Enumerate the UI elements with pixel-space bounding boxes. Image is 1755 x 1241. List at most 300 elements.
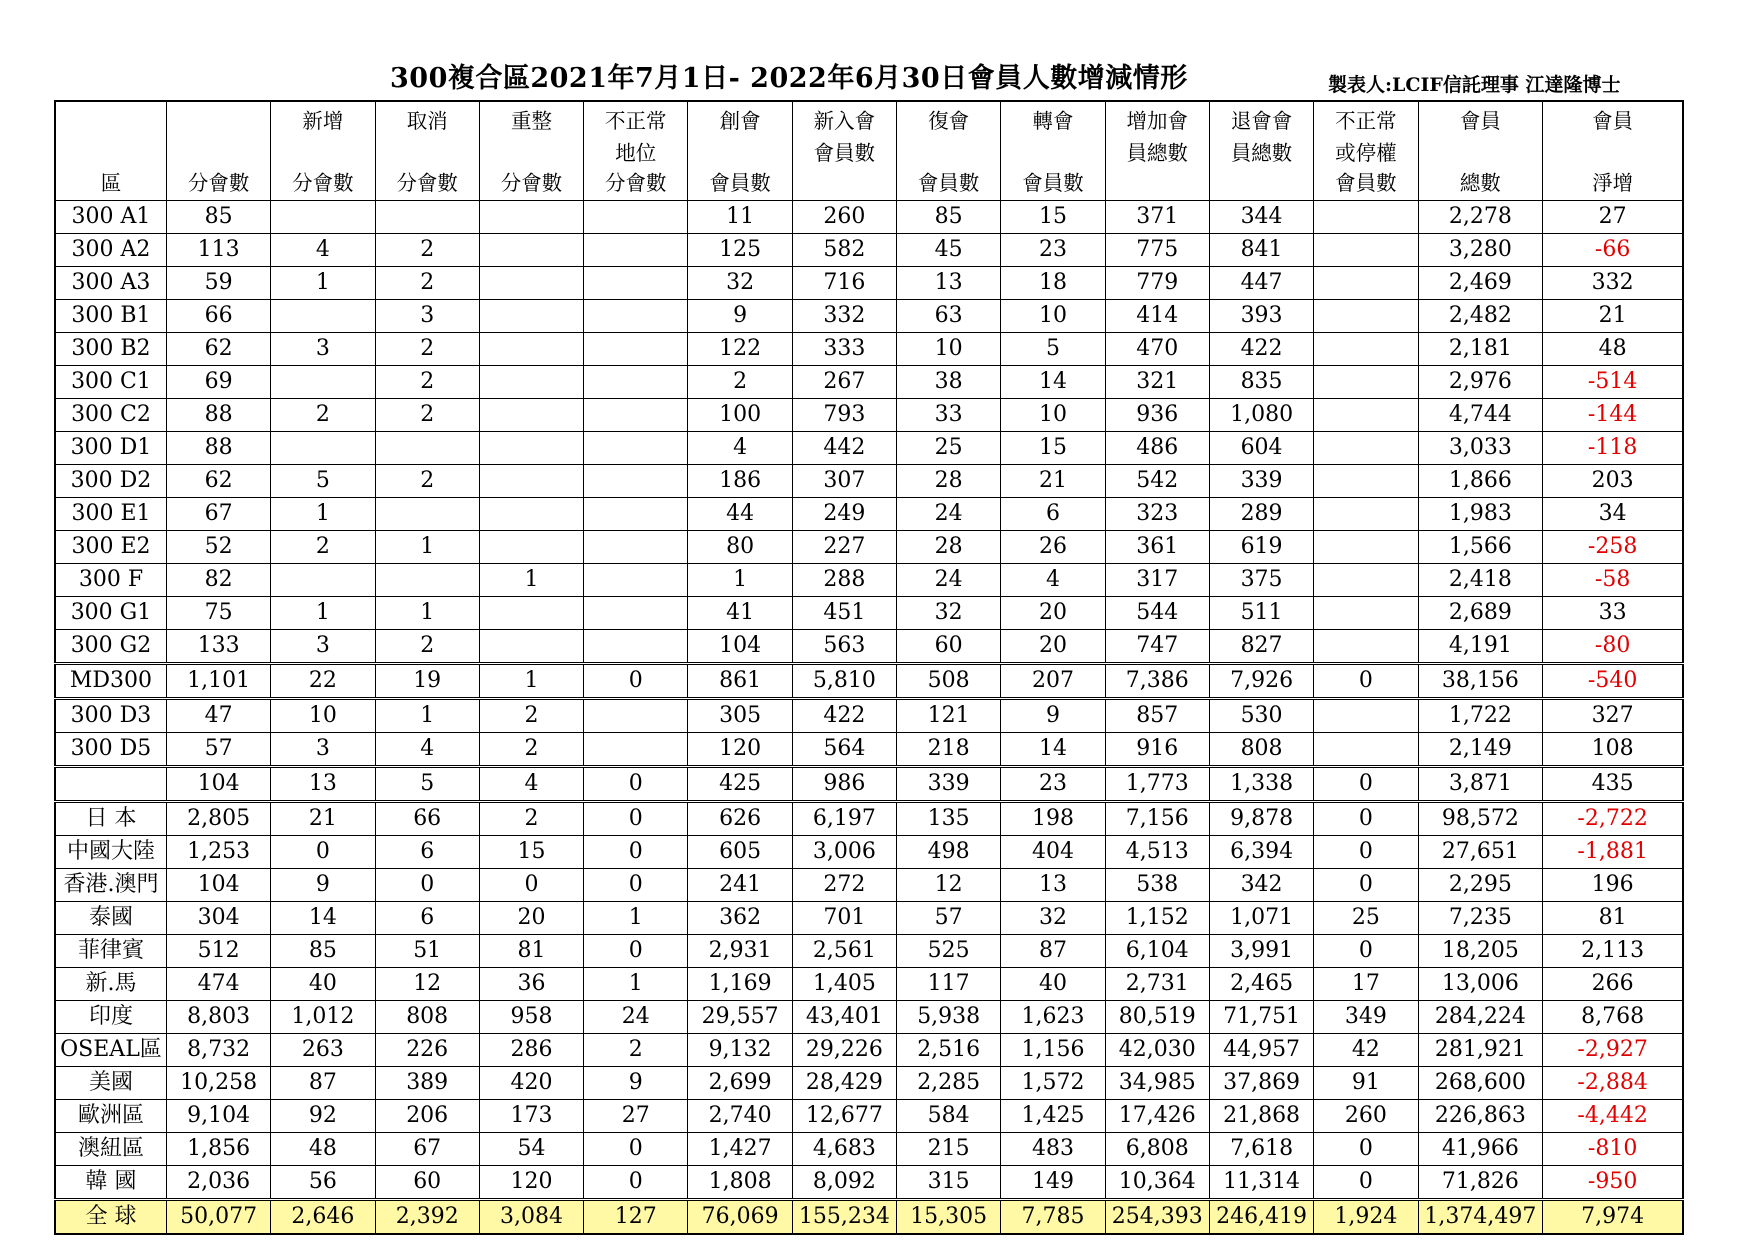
table-cell: 108 xyxy=(1543,733,1683,767)
table-cell: 120 xyxy=(688,733,792,767)
table-cell: 1 xyxy=(375,597,479,630)
column-header xyxy=(1314,101,1418,201)
region-cell: 300 C2 xyxy=(55,399,166,432)
table-cell: 207 xyxy=(1001,664,1105,699)
table-cell: 28 xyxy=(897,531,1001,564)
column-header-top: 新增 xyxy=(302,109,344,133)
table-cell: 404 xyxy=(1001,836,1105,869)
column-header-bottom: 分會數 xyxy=(187,171,250,195)
table-cell: 37,869 xyxy=(1209,1067,1313,1100)
table-cell: -514 xyxy=(1543,366,1683,399)
table-cell: 0 xyxy=(584,935,688,968)
table-cell: 2,740 xyxy=(688,1100,792,1133)
table-cell: 371 xyxy=(1105,201,1209,234)
table-cell: 44 xyxy=(688,498,792,531)
region-cell: 300 A2 xyxy=(55,234,166,267)
table-cell: 10,258 xyxy=(166,1067,270,1100)
table-cell: 66 xyxy=(375,802,479,836)
table-cell: 808 xyxy=(1209,733,1313,767)
table-cell: 15 xyxy=(1001,201,1105,234)
table-cell: 2,113 xyxy=(1543,935,1683,968)
table-cell: 4 xyxy=(271,234,375,267)
table-cell: 203 xyxy=(1543,465,1683,498)
table-row xyxy=(55,1100,1683,1133)
table-cell: 701 xyxy=(792,902,896,935)
column-header-top: 不正常 地位 xyxy=(605,109,667,165)
table-cell: 2,805 xyxy=(166,802,270,836)
table-cell xyxy=(1314,234,1418,267)
table-cell xyxy=(584,733,688,767)
table-cell: 9 xyxy=(1001,699,1105,733)
table-cell: 75 xyxy=(166,597,270,630)
table-cell xyxy=(584,234,688,267)
table-cell: 254,393 xyxy=(1105,1200,1209,1235)
column-header-top: 復會 xyxy=(928,109,970,133)
table-cell: 7,974 xyxy=(1543,1200,1683,1235)
table-cell: 0 xyxy=(1314,1133,1418,1166)
region-cell: 300 C1 xyxy=(55,366,166,399)
table-cell: 315 xyxy=(897,1166,1001,1200)
region-cell: 泰國 xyxy=(55,902,166,935)
table-cell xyxy=(271,300,375,333)
table-row xyxy=(55,465,1683,498)
table-cell: 0 xyxy=(1314,836,1418,869)
table-cell: 80 xyxy=(688,531,792,564)
table-cell: 827 xyxy=(1209,630,1313,664)
table-cell: 486 xyxy=(1105,432,1209,465)
table-cell: 71,826 xyxy=(1418,1166,1543,1200)
table-cell xyxy=(479,432,583,465)
table-cell: 1,253 xyxy=(166,836,270,869)
table-cell: 1 xyxy=(479,664,583,699)
table-cell: 33 xyxy=(1543,597,1683,630)
table-cell: 6 xyxy=(1001,498,1105,531)
table-cell: 9 xyxy=(584,1067,688,1100)
table-cell: 29,226 xyxy=(792,1034,896,1067)
table-cell: 2 xyxy=(271,531,375,564)
table-cell: 267 xyxy=(792,366,896,399)
table-cell: 2 xyxy=(375,630,479,664)
table-cell: 48 xyxy=(1543,333,1683,366)
table-cell: 87 xyxy=(1001,935,1105,968)
table-cell: 4 xyxy=(1001,564,1105,597)
region-cell: 日 本 xyxy=(55,802,166,836)
table-cell: 323 xyxy=(1105,498,1209,531)
table-cell: 23 xyxy=(1001,234,1105,267)
table-cell: 4,683 xyxy=(792,1133,896,1166)
table-row xyxy=(55,968,1683,1001)
column-header-bottom: 會員數 xyxy=(917,171,980,195)
table-cell: 1,983 xyxy=(1418,498,1543,531)
table-cell xyxy=(584,531,688,564)
table-cell xyxy=(271,201,375,234)
table-cell: 80,519 xyxy=(1105,1001,1209,1034)
table-cell: 564 xyxy=(792,733,896,767)
table-cell: -66 xyxy=(1543,234,1683,267)
column-header-top: 新入會 會員數 xyxy=(813,109,876,165)
table-cell: 3 xyxy=(271,733,375,767)
table-cell: 447 xyxy=(1209,267,1313,300)
table-cell: 305 xyxy=(688,699,792,733)
table-cell: 5,938 xyxy=(897,1001,1001,1034)
table-cell: 1,101 xyxy=(166,664,270,699)
table-cell: 2,036 xyxy=(166,1166,270,1200)
table-cell: 69 xyxy=(166,366,270,399)
table-cell: 32 xyxy=(897,597,1001,630)
region-cell: 香港.澳門 xyxy=(55,869,166,902)
table-cell: 18,205 xyxy=(1418,935,1543,968)
table-cell xyxy=(584,564,688,597)
page-title: 300複合區2021年7月1日- 2022年6月30日會員人數增減情形 xyxy=(390,63,1188,94)
table-cell: 0 xyxy=(584,1133,688,1166)
table-cell: -950 xyxy=(1543,1166,1683,1200)
table-cell xyxy=(584,366,688,399)
table-cell: 1,169 xyxy=(688,968,792,1001)
table-cell xyxy=(1314,699,1418,733)
region-cell: MD300 xyxy=(55,664,166,699)
table-cell: 1 xyxy=(375,531,479,564)
table-cell: 2 xyxy=(375,267,479,300)
region-cell xyxy=(55,767,166,802)
region-cell: 300 A3 xyxy=(55,267,166,300)
table-cell: 435 xyxy=(1543,767,1683,802)
table-cell: 24 xyxy=(897,564,1001,597)
table-cell: 10 xyxy=(1001,300,1105,333)
column-header-bottom: 總數 xyxy=(1459,171,1501,195)
table-cell: 1,856 xyxy=(166,1133,270,1166)
table-cell: 747 xyxy=(1105,630,1209,664)
table-row xyxy=(55,300,1683,333)
table-cell: 12 xyxy=(375,968,479,1001)
table-cell xyxy=(584,300,688,333)
table-cell xyxy=(1314,531,1418,564)
table-cell: 0 xyxy=(271,836,375,869)
table-cell xyxy=(271,564,375,597)
table-cell xyxy=(1314,597,1418,630)
table-cell: 793 xyxy=(792,399,896,432)
table-cell: 20 xyxy=(1001,630,1105,664)
table-cell: 2 xyxy=(479,802,583,836)
table-cell: 34 xyxy=(1543,498,1683,531)
column-header-bottom: 會員數 xyxy=(709,171,771,195)
region-cell: 歐洲區 xyxy=(55,1100,166,1133)
table-cell: 2,482 xyxy=(1418,300,1543,333)
table-cell: 332 xyxy=(1543,267,1683,300)
table-cell: 13 xyxy=(1001,869,1105,902)
table-cell: 2,278 xyxy=(1418,201,1543,234)
table-cell: 2,516 xyxy=(897,1034,1001,1067)
table-cell: 12,677 xyxy=(792,1100,896,1133)
table-cell: 85 xyxy=(271,935,375,968)
table-cell: 52 xyxy=(166,531,270,564)
table-cell: 8,768 xyxy=(1543,1001,1683,1034)
table-cell: 289 xyxy=(1209,498,1313,531)
table-cell: 50,077 xyxy=(166,1200,270,1235)
table-cell: 0 xyxy=(584,869,688,902)
region-cell: 菲律賓 xyxy=(55,935,166,968)
table-cell: 3,006 xyxy=(792,836,896,869)
table-cell: 779 xyxy=(1105,267,1209,300)
table-cell xyxy=(1314,432,1418,465)
table-cell: 227 xyxy=(792,531,896,564)
table-cell: 226,863 xyxy=(1418,1100,1543,1133)
table-cell: 88 xyxy=(166,432,270,465)
table-row xyxy=(55,1067,1683,1100)
region-cell: 300 G2 xyxy=(55,630,166,664)
table-cell: 414 xyxy=(1105,300,1209,333)
table-cell: 936 xyxy=(1105,399,1209,432)
region-cell: 300 E1 xyxy=(55,498,166,531)
column-header-top: 不正常 或停權 xyxy=(1335,109,1397,165)
table-cell: 393 xyxy=(1209,300,1313,333)
column-header-top: 取消 xyxy=(406,109,448,133)
table-cell: 1,427 xyxy=(688,1133,792,1166)
table-cell: 60 xyxy=(375,1166,479,1200)
table-cell: 1,866 xyxy=(1418,465,1543,498)
table-cell: 186 xyxy=(688,465,792,498)
table-cell: 605 xyxy=(688,836,792,869)
table-cell: 76,069 xyxy=(688,1200,792,1235)
table-cell: 41,966 xyxy=(1418,1133,1543,1166)
table-row xyxy=(55,1001,1683,1034)
table-cell: 6 xyxy=(375,836,479,869)
table-cell: 0 xyxy=(584,767,688,802)
column-header xyxy=(897,101,1001,201)
table-cell: 7,618 xyxy=(1209,1133,1313,1166)
table-cell: 272 xyxy=(792,869,896,902)
table-row xyxy=(55,597,1683,630)
table-cell: 14 xyxy=(271,902,375,935)
table-cell: 2 xyxy=(375,465,479,498)
table-cell xyxy=(271,432,375,465)
table-cell: 0 xyxy=(479,869,583,902)
table-cell: -1,881 xyxy=(1543,836,1683,869)
table-cell: 857 xyxy=(1105,699,1209,733)
table-cell: 604 xyxy=(1209,432,1313,465)
table-cell: 27,651 xyxy=(1418,836,1543,869)
table-cell: -144 xyxy=(1543,399,1683,432)
table-cell: 82 xyxy=(166,564,270,597)
table-cell: 389 xyxy=(375,1067,479,1100)
table-cell: -2,722 xyxy=(1543,802,1683,836)
column-header xyxy=(1543,101,1683,201)
table-cell: 542 xyxy=(1105,465,1209,498)
table-cell: 808 xyxy=(375,1001,479,1034)
table-cell: 12 xyxy=(897,869,1001,902)
table-cell: 268,600 xyxy=(1418,1067,1543,1100)
table-cell: 10,364 xyxy=(1105,1166,1209,1200)
table-cell xyxy=(1314,498,1418,531)
table-cell: 470 xyxy=(1105,333,1209,366)
table-cell: 1,071 xyxy=(1209,902,1313,935)
table-cell: 3,084 xyxy=(479,1200,583,1235)
table-cell: 7,926 xyxy=(1209,664,1313,699)
table-cell: 25 xyxy=(897,432,1001,465)
table-cell: 23 xyxy=(1001,767,1105,802)
table-cell xyxy=(479,597,583,630)
table-cell: 544 xyxy=(1105,597,1209,630)
column-header-bottom: 分會數 xyxy=(500,171,563,195)
table-cell: 85 xyxy=(166,201,270,234)
table-cell xyxy=(1314,300,1418,333)
table-cell: 0 xyxy=(1314,767,1418,802)
table-row xyxy=(55,767,1683,802)
region-cell: 300 B1 xyxy=(55,300,166,333)
table-cell: 22 xyxy=(271,664,375,699)
column-header-bottom: 會員數 xyxy=(1335,171,1397,195)
table-cell: 327 xyxy=(1543,699,1683,733)
region-cell: 300 D3 xyxy=(55,699,166,733)
table-cell: 15,305 xyxy=(897,1200,1001,1235)
column-header-top: 會員 xyxy=(1592,109,1634,133)
region-cell: 300 D2 xyxy=(55,465,166,498)
table-cell: 14 xyxy=(1001,366,1105,399)
table-cell xyxy=(375,498,479,531)
table-cell: 29,557 xyxy=(688,1001,792,1034)
table-cell: 2,465 xyxy=(1209,968,1313,1001)
table-cell xyxy=(479,399,583,432)
table-cell: 34,985 xyxy=(1105,1067,1209,1100)
table-cell: 0 xyxy=(1314,1166,1418,1200)
table-cell: 5 xyxy=(375,767,479,802)
table-cell: 288 xyxy=(792,564,896,597)
table-cell: 530 xyxy=(1209,699,1313,733)
table-cell: 1,012 xyxy=(271,1001,375,1034)
table-cell: 1 xyxy=(271,498,375,531)
table-cell: 1 xyxy=(479,564,583,597)
table-cell: 2,561 xyxy=(792,935,896,968)
table-cell: 375 xyxy=(1209,564,1313,597)
table-cell: 1,080 xyxy=(1209,399,1313,432)
column-header-top: 重整 xyxy=(510,109,552,133)
table-cell: 2 xyxy=(375,234,479,267)
table-cell: 71,751 xyxy=(1209,1001,1313,1034)
table-cell xyxy=(1314,399,1418,432)
table-cell: 260 xyxy=(792,201,896,234)
author-note: 製表人:LCIF信託理事 江達隆博士 xyxy=(1328,74,1621,96)
table-cell: 8,092 xyxy=(792,1166,896,1200)
table-cell: 81 xyxy=(479,935,583,968)
table-cell: 9,132 xyxy=(688,1034,792,1067)
table-cell: 0 xyxy=(1314,664,1418,699)
region-cell: 全 球 xyxy=(55,1200,166,1235)
table-cell: 9 xyxy=(688,300,792,333)
table-cell xyxy=(1314,564,1418,597)
table-cell: 281,921 xyxy=(1418,1034,1543,1067)
table-cell xyxy=(479,234,583,267)
column-header xyxy=(584,101,688,201)
column-header xyxy=(1001,101,1105,201)
table-cell: 0 xyxy=(1314,802,1418,836)
table-cell: 9,878 xyxy=(1209,802,1313,836)
column-header xyxy=(1209,101,1313,201)
table-cell: 98,572 xyxy=(1418,802,1543,836)
table-cell xyxy=(479,498,583,531)
region-cell: 300 D5 xyxy=(55,733,166,767)
table-cell: 44,957 xyxy=(1209,1034,1313,1067)
table-row xyxy=(55,1034,1683,1067)
table-cell: 8,803 xyxy=(166,1001,270,1034)
table-cell: 20 xyxy=(479,902,583,935)
table-cell: 19 xyxy=(375,664,479,699)
column-header-bottom: 分會數 xyxy=(396,171,458,195)
column-header-bottom: 分會數 xyxy=(292,171,354,195)
table-cell: 835 xyxy=(1209,366,1313,399)
column-header-bottom: 分會數 xyxy=(605,171,667,195)
table-cell: -810 xyxy=(1543,1133,1683,1166)
table-cell: 43,401 xyxy=(792,1001,896,1034)
table-row xyxy=(55,399,1683,432)
table-cell: 6,197 xyxy=(792,802,896,836)
table-cell: 113 xyxy=(166,234,270,267)
table-cell: 104 xyxy=(166,767,270,802)
table-cell: 986 xyxy=(792,767,896,802)
table-cell: 62 xyxy=(166,333,270,366)
table-row xyxy=(55,498,1683,531)
table-cell: 563 xyxy=(792,630,896,664)
table-cell: 284,224 xyxy=(1418,1001,1543,1034)
table-cell: 4,744 xyxy=(1418,399,1543,432)
table-cell: 1,425 xyxy=(1001,1100,1105,1133)
table-cell: 3,871 xyxy=(1418,767,1543,802)
table-cell: 38,156 xyxy=(1418,664,1543,699)
table-cell: 104 xyxy=(688,630,792,664)
table-cell: 13,006 xyxy=(1418,968,1543,1001)
table-cell: 15 xyxy=(1001,432,1105,465)
table-cell: 6,394 xyxy=(1209,836,1313,869)
table-cell: 0 xyxy=(584,664,688,699)
table-row xyxy=(55,664,1683,699)
table-cell: 51 xyxy=(375,935,479,968)
table-cell: 508 xyxy=(897,664,1001,699)
table-cell: 442 xyxy=(792,432,896,465)
table-cell: 135 xyxy=(897,802,1001,836)
table-cell: 27 xyxy=(1543,201,1683,234)
column-header-bottom: 會員數 xyxy=(1022,171,1084,195)
table-cell: 63 xyxy=(897,300,1001,333)
table-cell: 1,152 xyxy=(1105,902,1209,935)
table-cell: 26 xyxy=(1001,531,1105,564)
table-row xyxy=(55,1133,1683,1166)
table-cell xyxy=(584,201,688,234)
table-cell xyxy=(1314,267,1418,300)
table-cell: 67 xyxy=(166,498,270,531)
table-cell: 342 xyxy=(1209,869,1313,902)
table-cell: 4,191 xyxy=(1418,630,1543,664)
table-cell: 2,931 xyxy=(688,935,792,968)
table-cell: 321 xyxy=(1105,366,1209,399)
table-cell: 5 xyxy=(1001,333,1105,366)
column-header-top: 創會 xyxy=(719,109,761,133)
table-cell xyxy=(584,630,688,664)
table-cell: 40 xyxy=(271,968,375,1001)
table-row xyxy=(55,902,1683,935)
table-cell xyxy=(375,432,479,465)
table-cell: 2 xyxy=(375,366,479,399)
table-cell: 1 xyxy=(584,968,688,1001)
table-cell: 21 xyxy=(271,802,375,836)
table-cell: 349 xyxy=(1314,1001,1418,1034)
table-cell: 45 xyxy=(897,234,1001,267)
table-cell: 344 xyxy=(1209,201,1313,234)
table-cell: 483 xyxy=(1001,1133,1105,1166)
table-cell: 841 xyxy=(1209,234,1313,267)
region-cell: 印度 xyxy=(55,1001,166,1034)
table-cell: 474 xyxy=(166,968,270,1001)
table-cell: 7,235 xyxy=(1418,902,1543,935)
table-cell: 20 xyxy=(1001,597,1105,630)
table-cell: 451 xyxy=(792,597,896,630)
